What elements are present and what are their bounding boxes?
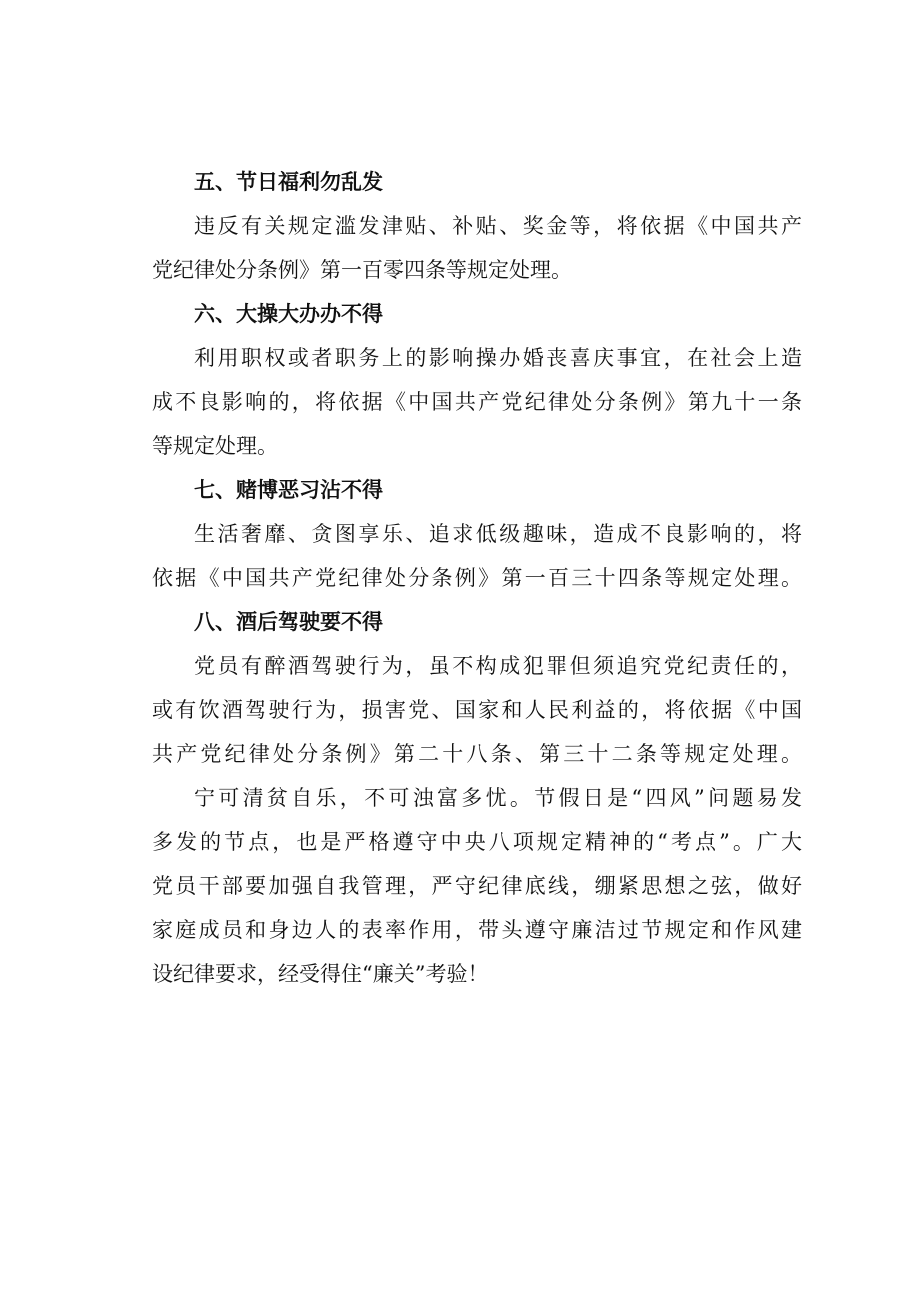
section-heading-8: 八、酒后驾驶要不得	[194, 610, 383, 634]
closing-line-1: 宁可清贫自乐，不可浊富多忧。节假日是“四风”问题易发	[194, 786, 802, 810]
section-heading-7: 七、赌博恶习沾不得	[194, 478, 383, 502]
closing-line-4: 家庭成员和身边人的表率作用，带头遵守廉洁过节规定和作风建	[152, 918, 802, 942]
section-heading-5: 五、节日福利勿乱发	[194, 170, 383, 194]
section-6-line-2: 成不良影响的，将依据《中国共产党纪律处分条例》第九十一条	[152, 390, 802, 414]
section-7-line-1: 生活奢靡、贪图享乐、追求低级趣味，造成不良影响的，将	[194, 522, 802, 546]
section-8-line-3: 共产党纪律处分条例》第二十八条、第三十二条等规定处理。	[152, 742, 802, 766]
section-heading-6: 六、大操大办办不得	[194, 302, 383, 326]
section-5-line-1: 违反有关规定滥发津贴、补贴、奖金等，将依据《中国共产	[194, 214, 802, 238]
closing-line-5: 设纪律要求，经受得住“廉关”考验！	[152, 962, 489, 986]
section-8-line-2: 或有饮酒驾驶行为，损害党、国家和人民利益的，将依据《中国	[152, 698, 802, 722]
section-8-line-1: 党员有醉酒驾驶行为，虽不构成犯罪但须追究党纪责任的，	[194, 654, 802, 678]
closing-line-3: 党员干部要加强自我管理，严守纪律底线，绷紧思想之弦，做好	[152, 874, 802, 898]
section-6-line-1: 利用职权或者职务上的影响操办婚丧喜庆事宜，在社会上造	[194, 346, 802, 370]
section-5-line-2: 党纪律处分条例》第一百零四条等规定处理。	[152, 258, 572, 282]
section-6-line-3: 等规定处理。	[152, 434, 278, 458]
closing-line-2: 多发的节点，也是严格遵守中央八项规定精神的“考点”。广大	[152, 830, 802, 854]
section-7-line-2: 依据《中国共产党纪律处分条例》第一百三十四条等规定处理。	[152, 566, 802, 590]
